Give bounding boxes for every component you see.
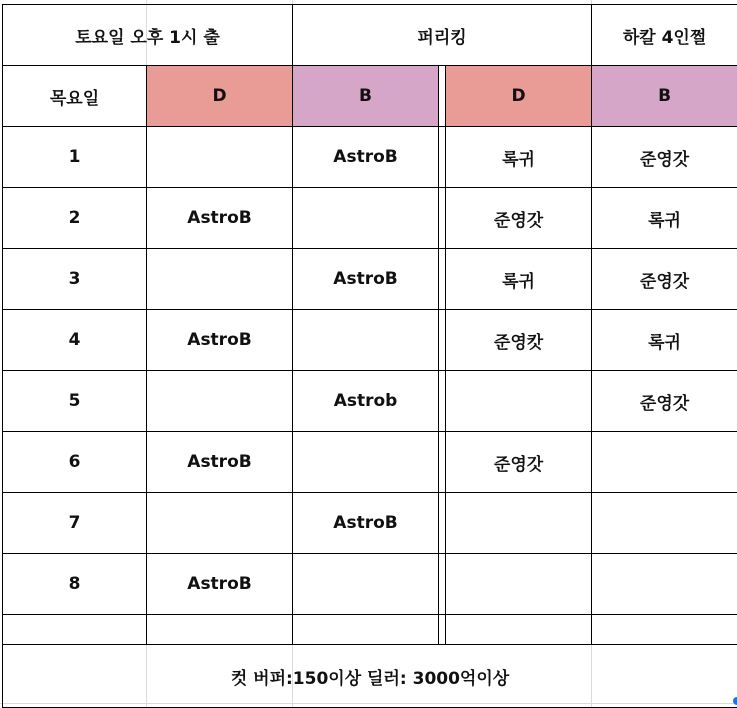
divider-cell	[439, 249, 446, 310]
dealer-cell[interactable]	[147, 127, 293, 188]
dealer-cell[interactable]: AstroB	[147, 310, 293, 371]
buffer-cell[interactable]	[592, 554, 737, 615]
footer-row	[3, 645, 737, 708]
subheader-row	[3, 66, 737, 127]
dealer-cell[interactable]: 준영캇	[446, 310, 592, 371]
dealer-cell[interactable]	[147, 493, 293, 554]
dealer-header-cell[interactable]: D	[446, 66, 592, 127]
dealer-cell[interactable]: 준영갓	[446, 432, 592, 493]
buffer-cell[interactable]: AstroB	[293, 127, 439, 188]
buffer-cell[interactable]	[293, 432, 439, 493]
divider-cell	[439, 66, 446, 127]
row-number-cell[interactable]: 5	[3, 371, 147, 432]
buffer-cell[interactable]: 록귀	[592, 310, 737, 371]
dealer-cell[interactable]: 록귀	[446, 127, 592, 188]
header-hakal-cell[interactable]: 하칼 4인쩔	[592, 5, 737, 66]
buffer-cell[interactable]: Astrob	[293, 371, 439, 432]
divider-cell	[439, 554, 446, 615]
buffer-cell[interactable]: AstroB	[293, 493, 439, 554]
divider-cell	[439, 188, 446, 249]
dealer-cell[interactable]: 록귀	[446, 249, 592, 310]
buffer-header-cell[interactable]: B	[293, 66, 439, 127]
table-row	[3, 554, 737, 615]
table-row	[3, 310, 737, 371]
dealer-cell[interactable]: AstroB	[147, 554, 293, 615]
divider-cell	[439, 493, 446, 554]
divider-cell	[439, 310, 446, 371]
selection-handle-icon[interactable]	[733, 697, 737, 705]
dealer-cell[interactable]: 준영갓	[446, 188, 592, 249]
day-label-cell[interactable]: 목요일	[3, 66, 147, 127]
dealer-header-cell[interactable]: D	[147, 66, 293, 127]
buffer-cell[interactable]	[293, 188, 439, 249]
dealer-cell[interactable]	[147, 249, 293, 310]
header-saturday-cell[interactable]: 토요일 오후 1시 출	[3, 5, 293, 66]
divider-cell	[439, 127, 446, 188]
party-schedule-table	[2, 4, 737, 708]
dealer-cell[interactable]	[147, 371, 293, 432]
empty-cell[interactable]	[446, 615, 592, 645]
empty-cell[interactable]	[592, 615, 737, 645]
empty-cell[interactable]	[147, 615, 293, 645]
buffer-cell[interactable]	[293, 554, 439, 615]
empty-cell[interactable]	[3, 615, 147, 645]
buffer-cell[interactable]: 록귀	[592, 188, 737, 249]
empty-cell[interactable]	[293, 615, 439, 645]
row-number-cell[interactable]: 7	[3, 493, 147, 554]
table-row	[3, 432, 737, 493]
row-number-cell[interactable]: 1	[3, 127, 147, 188]
row-number-cell[interactable]: 6	[3, 432, 147, 493]
divider-cell	[439, 615, 446, 645]
divider-cell	[439, 432, 446, 493]
table-row	[3, 127, 737, 188]
empty-row	[3, 615, 737, 645]
buffer-cell[interactable]: 준영갓	[592, 249, 737, 310]
buffer-cell[interactable]: 준영갓	[592, 127, 737, 188]
header-row	[3, 5, 737, 66]
buffer-cell[interactable]: 준영갓	[592, 371, 737, 432]
row-number-cell[interactable]: 2	[3, 188, 147, 249]
buffer-cell[interactable]	[592, 493, 737, 554]
dealer-cell[interactable]	[446, 554, 592, 615]
dealer-cell[interactable]: AstroB	[147, 432, 293, 493]
row-number-cell[interactable]: 8	[3, 554, 147, 615]
header-perriking-cell[interactable]: 퍼리킹	[293, 5, 592, 66]
row-number-cell[interactable]: 4	[3, 310, 147, 371]
table-row	[3, 493, 737, 554]
dealer-cell[interactable]: AstroB	[147, 188, 293, 249]
table-row	[3, 249, 737, 310]
dealer-cell[interactable]	[446, 371, 592, 432]
buffer-cell[interactable]	[592, 432, 737, 493]
divider-cell	[439, 371, 446, 432]
buffer-cell[interactable]	[293, 310, 439, 371]
table-row	[3, 371, 737, 432]
table-row	[3, 188, 737, 249]
buffer-header-cell[interactable]: B	[592, 66, 737, 127]
requirements-cell[interactable]: 컷 버퍼:150이상 딜러: 3000억이상	[3, 645, 737, 708]
row-number-cell[interactable]: 3	[3, 249, 147, 310]
buffer-cell[interactable]: AstroB	[293, 249, 439, 310]
dealer-cell[interactable]	[446, 493, 592, 554]
